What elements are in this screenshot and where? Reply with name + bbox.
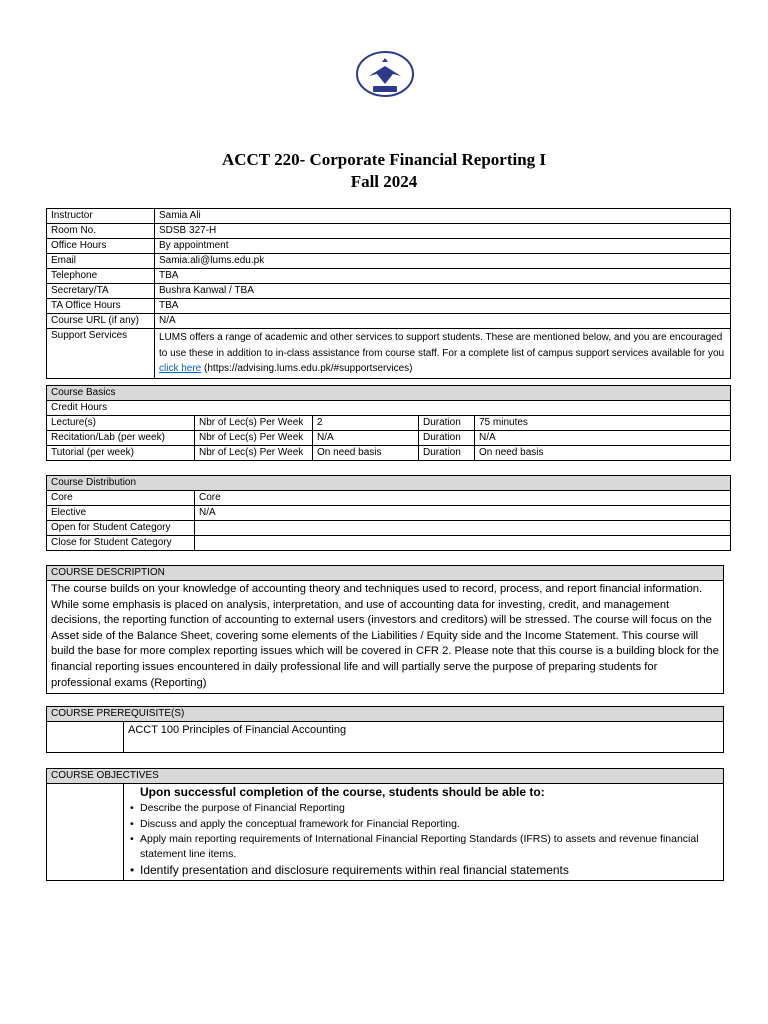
support-label: Support Services — [47, 329, 155, 379]
objectives-content — [124, 784, 724, 881]
objective-item: • Describe the purpose of Financial Reporting — [128, 800, 719, 816]
distribution-row-label: Close for Student Category — [47, 536, 195, 551]
instructor-info-table — [46, 208, 731, 379]
course-description-header: COURSE DESCRIPTION — [47, 566, 724, 581]
course-description-table — [46, 565, 724, 694]
distribution-row-value — [195, 536, 731, 551]
course-url-label: Course URL (if any) — [47, 314, 155, 329]
basics-row-nbr: 2 — [313, 416, 419, 431]
basics-row-nbr: On need basis — [313, 446, 419, 461]
email-value: Samia.ali@lums.edu.pk — [155, 254, 731, 269]
basics-row-dur-label: Duration — [419, 446, 475, 461]
objectives-lead: Upon successful completion of the course, students should be able to: — [140, 785, 545, 799]
distribution-row-value: N/A — [195, 506, 731, 521]
course-basics-header: Course Basics — [47, 386, 731, 401]
basics-row-nbr-label: Nbr of Lec(s) Per Week — [195, 446, 313, 461]
ta-office-hours-label: TA Office Hours — [47, 299, 155, 314]
prerequisites-header: COURSE PREREQUISITE(S) — [47, 707, 724, 722]
office-hours-label: Office Hours — [47, 239, 155, 254]
basics-row-nbr-label: Nbr of Lec(s) Per Week — [195, 416, 313, 431]
support-text-after: (https://advising.lums.edu.pk/#supportservices) — [204, 363, 413, 374]
lums-logo — [355, 50, 415, 98]
room-value: SDSB 327-H — [155, 224, 731, 239]
office-hours-value: By appointment — [155, 239, 731, 254]
basics-row-dur: On need basis — [475, 446, 731, 461]
course-title: ACCT 220- Corporate Financial Reporting I — [221, 150, 547, 169]
objectives-blank-cell — [47, 784, 124, 881]
course-url-value: N/A — [155, 314, 731, 329]
distribution-row-label: Elective — [47, 506, 195, 521]
basics-row-dur: 75 minutes — [475, 416, 731, 431]
basics-row-dur: N/A — [475, 431, 731, 446]
secretary-label: Secretary/TA — [47, 284, 155, 299]
objective-item: • Identify presentation and disclosure requirements within real financial statements — [128, 862, 719, 878]
distribution-row-label: Core — [47, 491, 195, 506]
basics-row-dur-label: Duration — [419, 416, 475, 431]
distribution-row-value — [195, 521, 731, 536]
objectives-header: COURSE OBJECTIVES — [47, 769, 724, 784]
support-text-before: LUMS offers a range of academic and other services to support students. These are mentioned below, and you are encouraged to use these in addition to in-class assistance from course staff. For a complete list of campus support services available for you — [159, 332, 725, 359]
telephone-label: Telephone — [47, 269, 155, 284]
basics-row-nbr: N/A — [313, 431, 419, 446]
ta-office-hours-value: TBA — [155, 299, 731, 314]
distribution-row-label: Open for Student Category — [47, 521, 195, 536]
prerequisite-value: ACCT 100 Principles of Financial Accounting — [124, 722, 724, 753]
email-label: Email — [47, 254, 155, 269]
objective-item: • Apply main reporting requirements of International Financial Reporting Standards (IFRS) to assets and revenue financial statement line items. — [128, 832, 719, 862]
objectives-table — [46, 768, 724, 881]
telephone-value: TBA — [155, 269, 731, 284]
credit-hours-label: Credit Hours — [47, 401, 731, 416]
basics-row-nbr-label: Nbr of Lec(s) Per Week — [195, 431, 313, 446]
basics-row-label: Lecture(s) — [47, 416, 195, 431]
prerequisites-blank-cell — [47, 722, 124, 753]
course-basics-table — [46, 385, 731, 461]
support-text — [155, 329, 731, 379]
basics-row-label: Recitation/Lab (per week) — [47, 431, 195, 446]
term: Fall 2024 — [350, 172, 418, 191]
objective-item: • Discuss and apply the conceptual framework for Financial Reporting. — [128, 816, 719, 832]
prerequisites-table — [46, 706, 724, 753]
basics-row-dur-label: Duration — [419, 431, 475, 446]
secretary-value: Bushra Kanwal / TBA — [155, 284, 731, 299]
distribution-row-value: Core — [195, 491, 731, 506]
course-distribution-header: Course Distribution — [47, 476, 731, 491]
course-description-text: The course builds on your knowledge of accounting theory and techniques used to record, process, and report financial information. While some emphasis is placed on analysis, interpretation, and use of accounting data for investing, credit, and management decisions, the reporting function of accounting to external users (investors and creditors) will be stressed. The course will focus on the Asset side of the Balance Sheet, covering some elements of the Liabilities / Equity side and the Income Statement. This course will build the base for more complex reporting issues which will be covered in CFR 2. Please note that this course is a building block for the financial reporting issues encountered in daily professional life and will partially serve the purpose of preparing students for professional exams (Reporting) — [47, 581, 724, 694]
objectives-list — [128, 800, 719, 878]
basics-row-label: Tutorial (per week) — [47, 446, 195, 461]
support-link[interactable]: click here — [159, 363, 202, 374]
instructor-value: Samia Ali — [155, 209, 731, 224]
instructor-label: Instructor — [47, 209, 155, 224]
course-distribution-table — [46, 475, 731, 551]
room-label: Room No. — [47, 224, 155, 239]
